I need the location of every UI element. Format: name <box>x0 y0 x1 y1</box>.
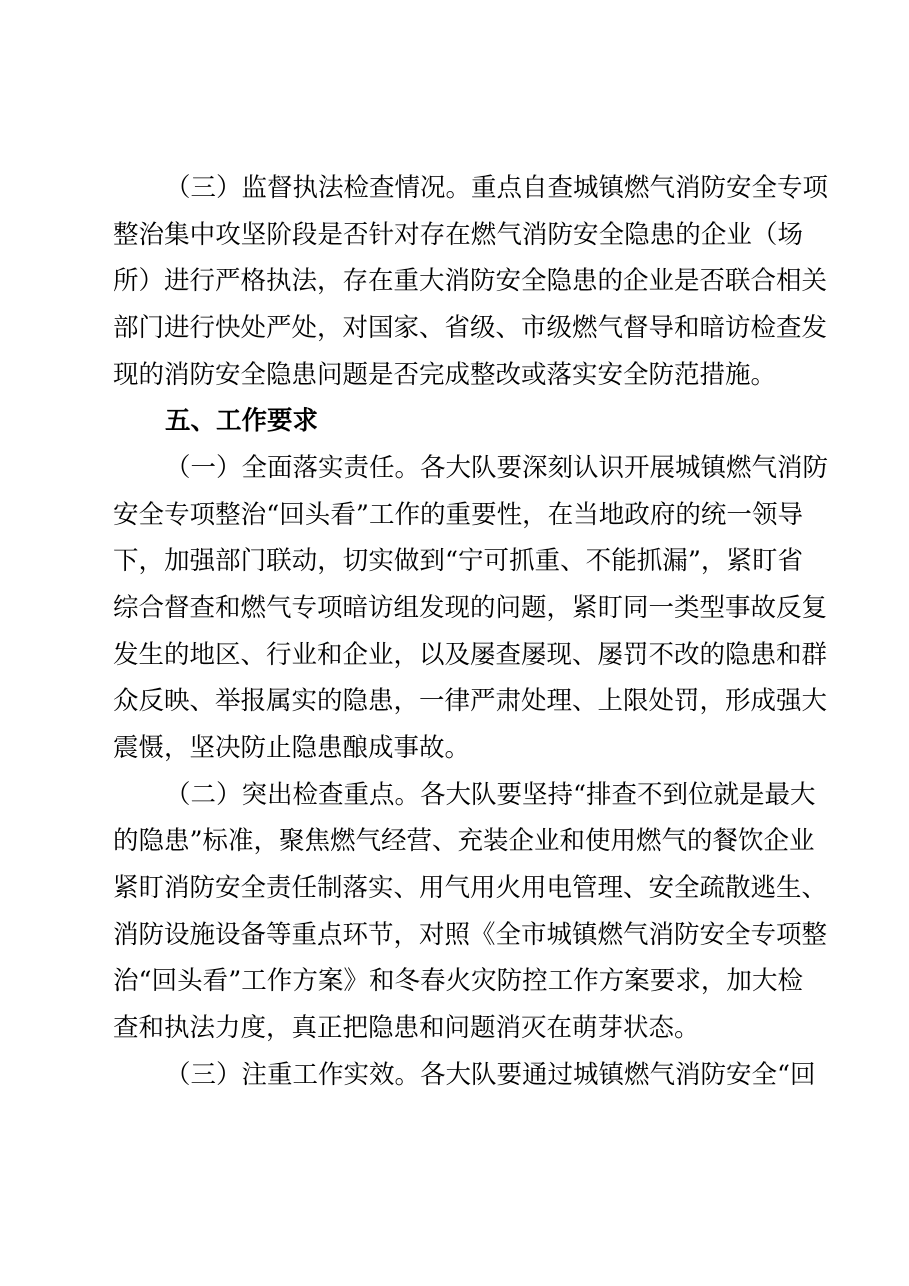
paragraph-line: （一）全面落实责任。各大队要深刻认识开展城镇燃气消防 <box>165 453 829 483</box>
paragraph-line: 查和执法力度，真正把隐患和问题消灭在萌芽状态。 <box>113 1013 700 1043</box>
section-heading: 五、工作要求 <box>165 406 319 436</box>
paragraph-line: 紧盯消防安全责任制落实、用气用火用电管理、安全疏散逃生、 <box>113 873 828 903</box>
paragraph-line: （二）突出检查重点。各大队要坚持“排查不到位就是最大 <box>165 780 816 810</box>
paragraph-line: 安全专项整治“回头看”工作的重要性，在当地政府的统一领导 <box>113 500 803 530</box>
paragraph-line: 众反映、举报属实的隐患，一律严肃处理、上限处罚，形成强大 <box>113 686 828 716</box>
paragraph-line: 治“回头看”工作方案》和冬春火灾防控工作方案要求，加大检 <box>113 966 803 996</box>
paragraph-line: 发生的地区、行业和企业，以及屡查屡现、屡罚不改的隐患和群 <box>113 640 828 670</box>
paragraph-line: 的隐患”标准，聚焦燃气经营、充装企业和使用燃气的餐饮企业 <box>113 826 815 856</box>
paragraph-line: 整治集中攻坚阶段是否针对存在燃气消防安全隐患的企业（场 <box>113 220 803 250</box>
paragraph-line: 部门进行快处严处，对国家、省级、市级燃气督导和暗访检查发 <box>113 313 828 343</box>
paragraph-line: （三）注重工作实效。各大队要通过城镇燃气消防安全“回 <box>165 1060 816 1090</box>
paragraph-line: 综合督查和燃气专项暗访组发现的问题，紧盯同一类型事故反复 <box>113 593 828 623</box>
paragraph-line: （三）监督执法检查情况。重点自查城镇燃气消防安全专项 <box>165 173 829 203</box>
paragraph-line: 现的消防安全隐患问题是否完成整改或落实安全防范措施。 <box>113 360 777 390</box>
paragraph-line: 下，加强部门联动，切实做到“宁可抓重、不能抓漏”，紧盯省 <box>113 546 803 576</box>
paragraph-line: 消防设施设备等重点环节，对照《全市城镇燃气消防安全专项整 <box>113 920 828 950</box>
paragraph-line: 震慑，坚决防止隐患酿成事故。 <box>113 733 471 763</box>
paragraph-line: 所）进行严格执法，存在重大消防安全隐患的企业是否联合相关 <box>113 266 828 296</box>
